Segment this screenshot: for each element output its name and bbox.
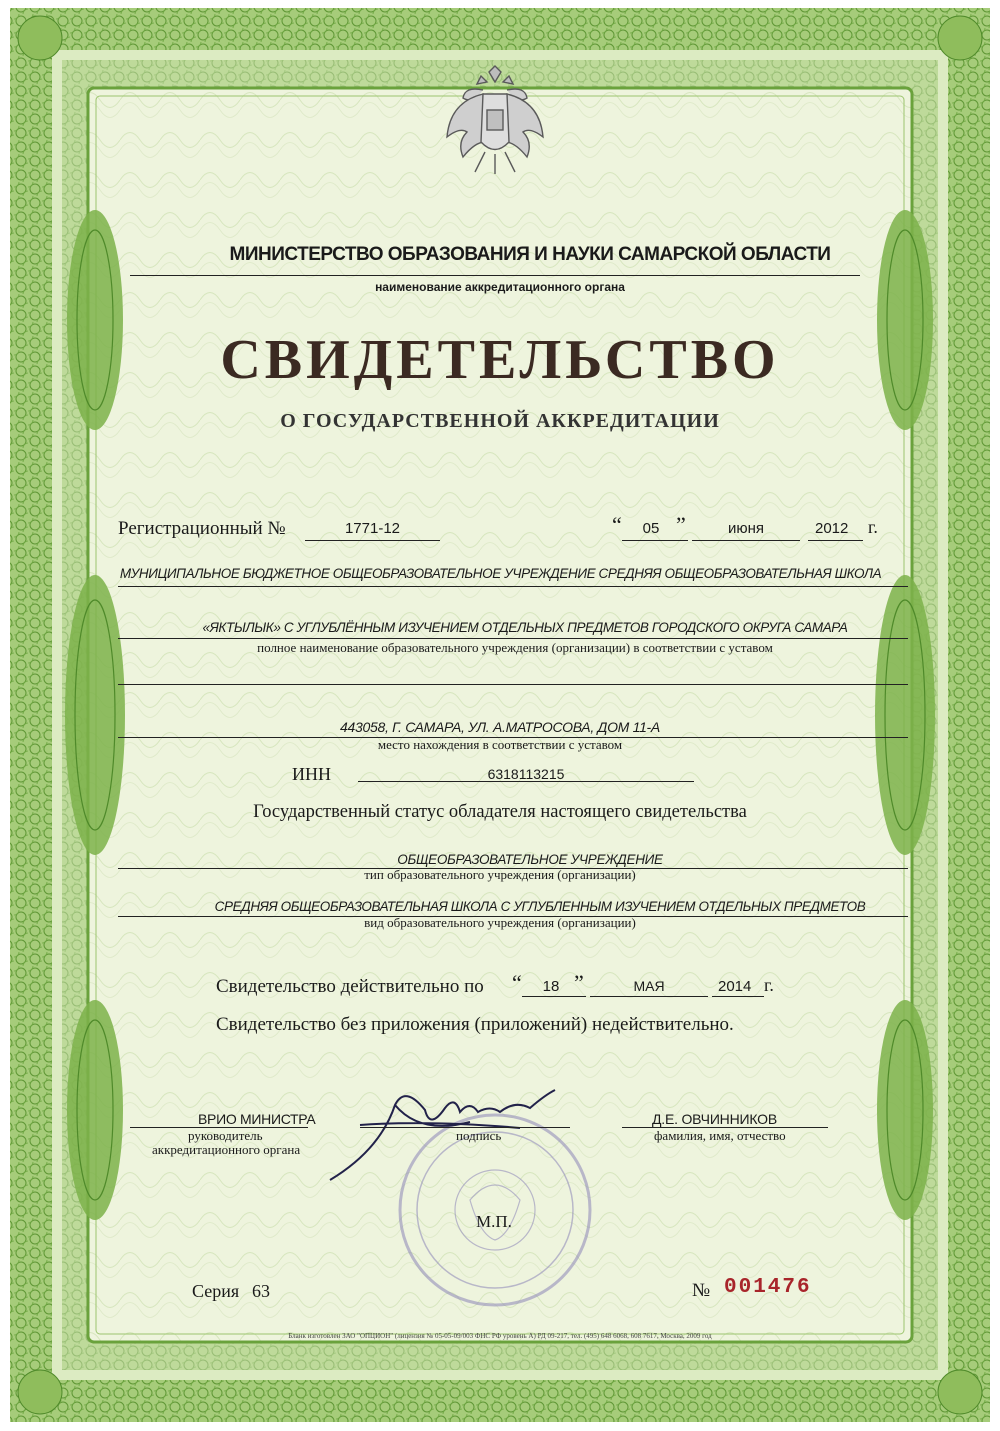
document-number: 001476 <box>724 1276 812 1299</box>
validity-month-underline <box>590 996 708 997</box>
validity-year-suffix: г. <box>764 975 774 995</box>
document-title: СВИДЕТЕЛЬСТВО <box>220 329 780 391</box>
institution-kind: СРЕДНЯЯ ОБЩЕОБРАЗОВАТЕЛЬНАЯ ШКОЛА С УГЛУБЛЕННЫМ ИЗУЧЕНИЕМ ОТДЕЛЬНЫХ ПРЕДМЕТОВ <box>214 899 866 914</box>
validity-month: МАЯ <box>633 978 665 994</box>
document-subtitle: О ГОСУДАРСТВЕННОЙ АККРЕДИТАЦИИ <box>280 410 720 432</box>
inn-underline <box>358 781 694 782</box>
validity-quote-open: “ <box>512 970 522 995</box>
inn-label: ИНН <box>292 764 331 784</box>
validity-note: Свидетельство без приложения (приложений) недействительно. <box>216 1014 734 1035</box>
series-label: Серия <box>192 1281 240 1301</box>
organization-name-line1: МУНИЦИПАЛЬНОЕ БЮДЖЕТНОЕ ОБЩЕОБРАЗОВАТЕЛЬНОЕ УЧРЕЖДЕНИЕ СРЕДНЯЯ ОБЩЕОБРАЗОВАТЕЛЬНАЯ ШКОЛА <box>119 566 882 581</box>
organization-address: 443058, Г. САМАРА, УЛ. А.МАТРОСОВА, ДОМ 11-А <box>340 719 660 735</box>
signatory-name-caption: фамилия, имя, отчество <box>654 1128 786 1143</box>
registration-number: 1771-12 <box>344 520 401 537</box>
institution-type-caption: тип образовательного учреждения (организации) <box>364 867 636 882</box>
printer-note: Бланк изготовлен ЗАО "ОПЦИОН" (лицензия № 05-05-09/003 ФНС РФ уровень А) РД 09-217, тел. (495) 648 6068, 608 7617, Москва, 2009 год <box>288 1332 712 1340</box>
registration-year-suffix: г. <box>868 517 878 537</box>
organization-line2-underline <box>118 638 908 639</box>
validity-year: 2014 <box>718 978 752 995</box>
registration-year-underline <box>808 540 863 541</box>
validity-day-underline <box>522 996 586 997</box>
registration-day: 05 <box>642 520 660 537</box>
series-value: 63 <box>252 1281 270 1301</box>
registration-day-underline <box>622 540 688 541</box>
address-caption: место нахождения в соответствии с уставом <box>377 737 623 752</box>
registration-month: июня <box>727 520 765 537</box>
number-label: № <box>692 1280 711 1301</box>
reg-quote-close: ” <box>676 512 686 537</box>
registration-year: 2012 <box>815 520 849 537</box>
signature-caption: подпись <box>456 1128 502 1143</box>
registration-label: Регистрационный № <box>118 518 286 539</box>
organization-blank-line <box>118 684 908 685</box>
signatory-caption-1: руководитель <box>188 1128 263 1143</box>
signatory-caption-2: аккредитационного органа <box>152 1142 301 1157</box>
signatory-position: ВРИО МИНИСТРА <box>198 1111 316 1127</box>
institution-type: ОБЩЕОБРАЗОВАТЕЛЬНОЕ УЧРЕЖДЕНИЕ <box>397 852 663 867</box>
validity-day: 18 <box>542 978 560 995</box>
organization-name-line2: «ЯКТЫЛЫК» С УГЛУБЛЁННЫМ ИЗУЧЕНИЕМ ОТДЕЛЬНЫХ ПРЕДМЕТОВ ГОРОДСКОГО ОКРУГА САМАРА <box>202 620 848 635</box>
organization-name-caption: полное наименование образовательного учреждения (организации) в соответствии с уставом <box>257 640 773 655</box>
status-heading: Государственный статус обладателя настоящего свидетельства <box>253 802 747 822</box>
authority-underline <box>130 275 860 276</box>
reg-quote-open: “ <box>612 512 622 537</box>
signatory-name: Д.Е. ОВЧИННИКОВ <box>652 1111 777 1127</box>
organization-line1-underline <box>118 586 908 587</box>
registration-number-underline <box>305 540 440 541</box>
inn-value: 6318113215 <box>487 766 565 782</box>
validity-quote-close: ” <box>574 970 584 995</box>
validity-label: Свидетельство действительно по <box>216 976 484 997</box>
institution-kind-caption: вид образовательного учреждения (организации) <box>364 915 636 930</box>
registration-month-underline <box>692 540 800 541</box>
authority-caption: наименование аккредитационного органа <box>375 280 625 294</box>
validity-year-underline <box>712 996 764 997</box>
stamp-place-label: М.П. <box>476 1212 512 1231</box>
authority-name: МИНИСТЕРСТВО ОБРАЗОВАНИЯ И НАУКИ САМАРСКОЙ ОБЛАСТИ <box>229 244 831 265</box>
